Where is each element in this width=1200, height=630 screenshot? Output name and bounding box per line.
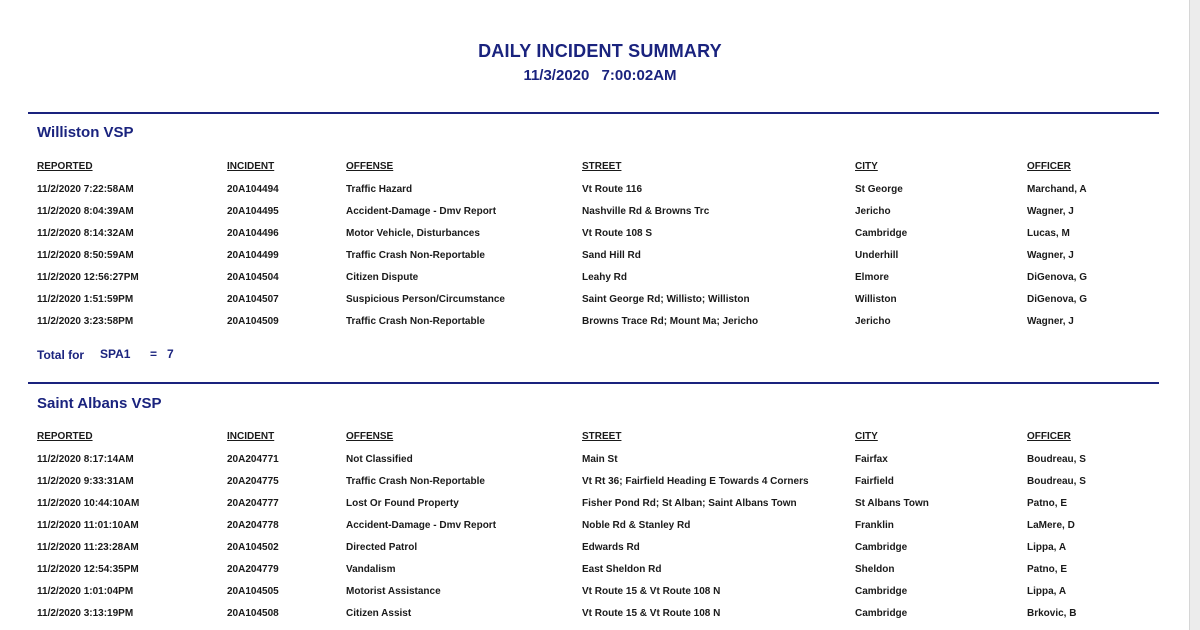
cell-incident: 20A104505	[227, 586, 279, 597]
total-label: Total for	[37, 348, 85, 362]
cell-street: Vt Route 116	[582, 184, 643, 195]
cell-officer: DiGenova, G	[1027, 294, 1088, 305]
cell-city: Fairfield	[855, 476, 894, 487]
cell-street: Vt Rt 36; Fairfield Heading E Towards 4 Corners	[582, 476, 809, 487]
table-row	[0, 228, 1190, 246]
cell-reported: 11/2/2020 3:13:19PM	[37, 608, 134, 619]
cell-incident: 20A104499	[227, 250, 279, 261]
report-time: 7:00:02AM	[601, 67, 677, 84]
cell-incident: 20A104495	[227, 206, 279, 217]
cell-street: East Sheldon Rd	[582, 564, 662, 575]
cell-offense: Directed Patrol	[346, 542, 418, 553]
cell-incident: 20A104504	[227, 272, 279, 283]
cell-incident: 20A204771	[227, 454, 279, 465]
cell-officer: Brkovic, B	[1027, 608, 1077, 619]
cell-offense: Suspicious Person/Circumstance	[346, 294, 505, 305]
table-row	[0, 564, 1190, 582]
cell-officer: Wagner, J	[1027, 206, 1074, 217]
cell-offense: Traffic Crash Non-Reportable	[346, 476, 485, 487]
table-row	[0, 454, 1190, 472]
cell-offense: Traffic Hazard	[346, 184, 413, 195]
cell-incident: 20A104502	[227, 542, 279, 553]
cell-offense: Accident-Damage - Dmv Report	[346, 520, 497, 531]
cell-officer: Wagner, J	[1027, 250, 1074, 261]
cell-city: Jericho	[855, 206, 891, 217]
cell-reported: 11/2/2020 8:04:39AM	[37, 206, 134, 217]
cell-city: Cambridge	[855, 586, 908, 597]
col-incident: INCIDENT	[227, 431, 275, 442]
report-datetime	[0, 67, 1200, 84]
cell-reported: 11/2/2020 9:33:31AM	[37, 476, 134, 487]
cell-reported: 11/2/2020 8:14:32AM	[37, 228, 134, 239]
section-divider	[28, 382, 1159, 384]
cell-city: Elmore	[855, 272, 889, 283]
col-city: CITY	[855, 431, 878, 442]
table-row	[0, 542, 1190, 560]
col-city: CITY	[855, 161, 878, 172]
table-row	[0, 294, 1190, 312]
section-title-williston: Williston VSP	[37, 124, 134, 141]
cell-officer: Lippa, A	[1027, 542, 1067, 553]
cell-officer: Lucas, M	[1027, 228, 1070, 239]
cell-reported: 11/2/2020 1:01:04PM	[37, 586, 134, 597]
cell-street: Leahy Rd	[582, 272, 628, 283]
cell-city: Sheldon	[855, 564, 895, 575]
cell-incident: 20A204777	[227, 498, 279, 509]
cell-city: Underhill	[855, 250, 899, 261]
table-row	[0, 476, 1190, 494]
cell-street: Browns Trace Rd; Mount Ma; Jericho	[582, 316, 759, 327]
cell-street: Saint George Rd; Willisto; Williston	[582, 294, 750, 305]
cell-incident: 20A204778	[227, 520, 279, 531]
cell-city: St Albans Town	[855, 498, 929, 509]
cell-city: Williston	[855, 294, 897, 305]
table-row	[0, 316, 1190, 334]
cell-incident: 20A104509	[227, 316, 279, 327]
cell-offense: Traffic Crash Non-Reportable	[346, 316, 485, 327]
cell-officer: Marchand, A	[1027, 184, 1087, 195]
cell-reported: 11/2/2020 12:56:27PM	[37, 272, 139, 283]
cell-incident: 20A104508	[227, 608, 279, 619]
table-row	[0, 520, 1190, 538]
col-incident: INCIDENT	[227, 161, 275, 172]
cell-offense: Motor Vehicle, Disturbances	[346, 228, 480, 239]
col-offense: OFFENSE	[346, 161, 394, 172]
report-title: DAILY INCIDENT SUMMARY	[478, 41, 722, 61]
table-row	[0, 250, 1190, 268]
cell-incident: 20A204779	[227, 564, 279, 575]
cell-street: Edwards Rd	[582, 542, 640, 553]
table-row	[0, 498, 1190, 516]
cell-city: Franklin	[855, 520, 894, 531]
cell-city: Fairfax	[855, 454, 888, 465]
section-title-saint-albans: Saint Albans VSP	[37, 395, 162, 412]
cell-city: St George	[855, 184, 903, 195]
cell-offense: Accident-Damage - Dmv Report	[346, 206, 497, 217]
report-date: 11/3/2020	[523, 67, 590, 84]
cell-incident: 20A204775	[227, 476, 279, 487]
table-row	[0, 608, 1190, 626]
total-code: SPA1	[100, 347, 131, 361]
col-street: STREET	[582, 161, 622, 172]
col-reported: REPORTED	[37, 161, 93, 172]
total-equals: =	[150, 347, 158, 361]
cell-street: Vt Route 15 & Vt Route 108 N	[582, 608, 721, 619]
cell-offense: Vandalism	[346, 564, 396, 575]
table-row	[0, 272, 1190, 290]
col-officer: OFFICER	[1027, 431, 1071, 442]
col-street: STREET	[582, 431, 622, 442]
cell-reported: 11/2/2020 12:54:35PM	[37, 564, 139, 575]
cell-offense: Citizen Assist	[346, 608, 412, 619]
cell-street: Vt Route 15 & Vt Route 108 N	[582, 586, 721, 597]
cell-reported: 11/2/2020 10:44:10AM	[37, 498, 140, 509]
table-row	[0, 184, 1190, 202]
cell-reported: 11/2/2020 3:23:58PM	[37, 316, 134, 327]
cell-reported: 11/2/2020 8:50:59AM	[37, 250, 134, 261]
cell-reported: 11/2/2020 11:01:10AM	[37, 520, 139, 531]
cell-offense: Traffic Crash Non-Reportable	[346, 250, 485, 261]
cell-reported: 11/2/2020 7:22:58AM	[37, 184, 134, 195]
cell-officer: LaMere, D	[1027, 520, 1075, 531]
cell-city: Cambridge	[855, 608, 908, 619]
cell-incident: 20A104494	[227, 184, 279, 195]
section-divider	[28, 112, 1159, 114]
cell-city: Jericho	[855, 316, 891, 327]
table-row	[0, 586, 1190, 604]
cell-incident: 20A104507	[227, 294, 279, 305]
cell-street: Vt Route 108 S	[582, 228, 653, 239]
cell-officer: Patno, E	[1027, 564, 1068, 575]
cell-reported: 11/2/2020 11:23:28AM	[37, 542, 139, 553]
cell-street: Fisher Pond Rd; St Alban; Saint Albans Town	[582, 498, 797, 509]
col-reported: REPORTED	[37, 431, 93, 442]
table-header	[0, 431, 1190, 449]
cell-officer: DiGenova, G	[1027, 272, 1088, 283]
cell-street: Sand Hill Rd	[582, 250, 641, 261]
table-row	[0, 206, 1190, 224]
cell-reported: 11/2/2020 1:51:59PM	[37, 294, 134, 305]
cell-offense: Motorist Assistance	[346, 586, 441, 597]
cell-officer: Patno, E	[1027, 498, 1068, 509]
cell-offense: Lost Or Found Property	[346, 498, 459, 509]
col-offense: OFFENSE	[346, 431, 394, 442]
cell-officer: Wagner, J	[1027, 316, 1074, 327]
page-edge	[1189, 0, 1200, 630]
total-count: 7	[167, 347, 174, 361]
cell-officer: Boudreau, S	[1027, 476, 1086, 487]
cell-city: Cambridge	[855, 228, 908, 239]
cell-reported: 11/2/2020 8:17:14AM	[37, 454, 134, 465]
cell-officer: Boudreau, S	[1027, 454, 1086, 465]
col-officer: OFFICER	[1027, 161, 1071, 172]
cell-offense: Not Classified	[346, 454, 413, 465]
cell-officer: Lippa, A	[1027, 586, 1067, 597]
cell-incident: 20A104496	[227, 228, 279, 239]
cell-city: Cambridge	[855, 542, 908, 553]
table-header	[0, 161, 1190, 179]
cell-offense: Citizen Dispute	[346, 272, 419, 283]
cell-street: Noble Rd & Stanley Rd	[582, 520, 691, 531]
cell-street: Main St	[582, 454, 618, 465]
cell-street: Nashville Rd & Browns Trc	[582, 206, 710, 217]
